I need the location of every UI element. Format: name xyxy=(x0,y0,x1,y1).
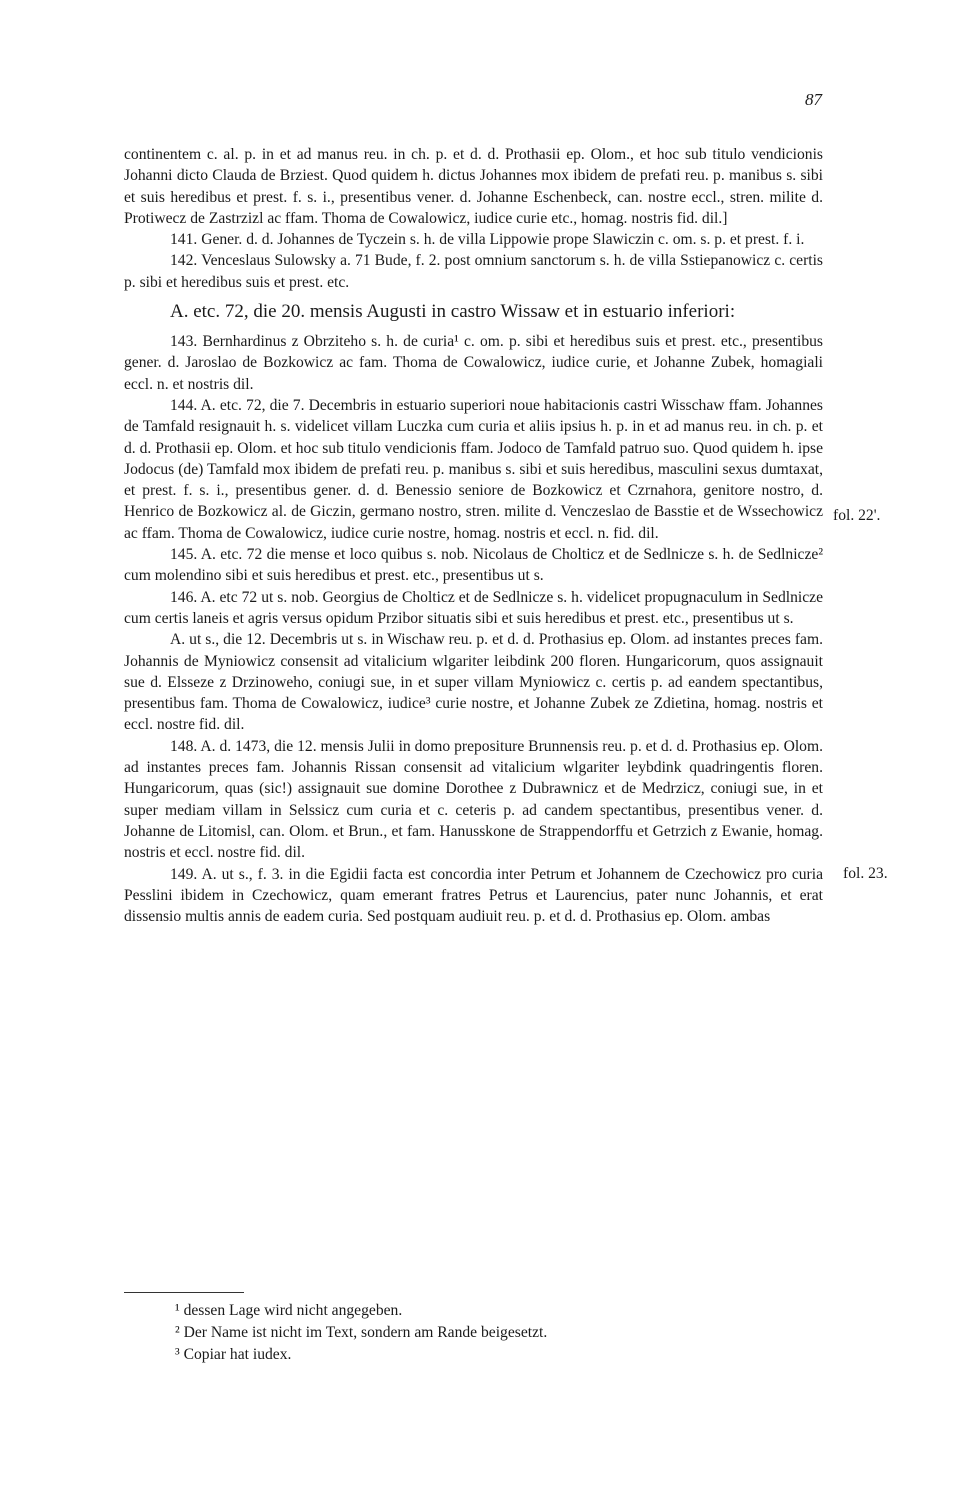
footnotes xyxy=(175,1300,775,1366)
entry-144: 144. A. etc. 72, die 7. Decembris in estuario superiori noue habitacionis castri Wisschaw ffam. Johannes de Tamfald resignauit h. s. videlicet villam Luczka cum curia et aliis ipsius h. p. in et ad manus reu. in ch. p. et d. d. Prothasii ep. Olom. et hoc sub titulo vendicionis ffam. Jodoco de Tamfald patruo suo. Quod quidem h. ipse Jodocus (de) Tamfald mox ibidem de prefati reu. p. manibus s. sibi et suis heredibus, masculini sexus dumtaxat, et prest. f. s. i., presentibus gener. d. d. Benessio seniore de Bozkowicz et Czrnahora, genitore nostro, d. Henrico de Bozkowicz al. de Giczin, germano nostro, stren. milite d. Venczeslao de Basstie et de Wssechowicz ac ffam. Thoma de Cowalowicz, iudice curie nostre, homag. nostris et eccl. n. fid. dil. xyxy=(124,396,823,542)
entry-148: 148. A. d. 1473, die 12. mensis Julii in domo prepositure Brunnensis reu. p. et d. d. Prothasius ep. Olom. ad instantes preces fam. Johannis Rissan consensit ad vitalicium wlgariter leybdink quadringentis floren. Hungaricorum, quas (sic!) assignauit sue domine Dorothee z Dubrawnicz et de Medrzicz, coniugi sue, in et super mediam villam in Selssicz cum curia et c. ceteris p. ad candem spectantibus, presentibus vener. d. Johanne de Litomisl, can. Olom. et Brun., et fam. Hanusskone de Strappendorffu et Getrzich z Ewanie, homag. nostris et eccl. nostre fid. dil. xyxy=(124,737,823,862)
margin-note-fol-23: fol. 23. xyxy=(843,865,888,882)
entry-143: 143. Bernhardinus z Obrziteho s. h. de curia¹ c. om. p. sibi et heredibus suis et prest. etc., presentibus gener. d. Jaroslao de Bozkowicz ac fam. Thoma de Cowalowicz, iudice curie, et Johanne Zubek, homagiali eccl. n. et nostris dil. xyxy=(124,333,823,393)
entry-142: 142. Venceslaus Sulowsky a. 71 Bude, f. 2. post omnium sanctorum s. h. de villa Sstiepanowicz c. certis p. sibi et heredibus suis et prest. etc. xyxy=(124,252,823,291)
footnote-2: ² Der Name ist nicht im Text, sondern am Rande beigesetzt. xyxy=(175,1324,548,1341)
entry-141: 141. Gener. d. d. Johannes de Tyczein s. h. de villa Lippowie prope Slawiczin c. om. s. p. et prest. f. i. xyxy=(170,231,805,249)
main-text xyxy=(124,144,823,927)
entry-146: 146. A. etc 72 ut s. nob. Georgius de Cholticz et de Sedlnicze s. h. videlicet propugnaculum in Sedlnicze cum certis laneis et agris versus opidum Przibor situatis sibi et suis heredibus et prest. etc., presentibus ut s. xyxy=(124,588,823,627)
entry-149: 149. A. ut s., f. 3. in die Egidii facta est concordia inter Petrum et Johannem de Czechowicz pro curia Pesslini ibidem in Czechowicz, quam emerant fratres Petrus et Laurencius, pater nunc Johannis, et erat dissensio multis annis de eadem curia. Sed postquam audiuit reu. p. et d. d. Prothasius ep. Olom. ambas xyxy=(124,865,823,926)
footnote-1: ¹ dessen Lage wird nicht angegeben. xyxy=(175,1302,403,1319)
margin-note-fol-22: fol. 22'. xyxy=(833,507,881,524)
footnote-divider xyxy=(124,1292,244,1293)
section-heading: A. etc. 72, die 20. mensis Augusti in castro Wissaw et in estuario inferiori: xyxy=(170,301,736,323)
entry-147: A. ut s., die 12. Decembris ut s. in Wischaw reu. p. et d. d. Prothasius ep. Olom. ad instantes preces fam. Johannis de Myniowicz consensit ad vitalicium wlgariter leibdink 200 floren. Hungaricorum, quos assignauit sue d. Elsseze z Drzinoweho, coniugi sue, in et super villam Myniowicz c. certis p. ad eandem spectantibus, presentibus fam. Thoma de Cowalowicz, iudice³ curie nostre, et Johanne Zubek ze Zdietina, homag. nostris et eccl. nostre fid. dil. xyxy=(124,631,823,734)
entry-145: 145. A. etc. 72 die mense et loco quibus s. nob. Nicolaus de Cholticz et de Sedlnicze s. h. de Sedlnicze² cum molendino sibi et suis heredibus et prest. etc., presentibus ut s. xyxy=(124,546,823,585)
page-number: 87 xyxy=(805,90,822,109)
footnote-3: ³ Copiar hat iudex. xyxy=(175,1346,292,1363)
paragraph-continuation: continentem c. al. p. in et ad manus reu. in ch. p. et d. d. Prothasii ep. Olom., et hoc sub titulo vendicionis Johanni dicto Clauda de Brziest. Quod quidem h. dictus Johannes mox ibidem de prefati reu. p. manibus s. sibi et suis heredibus et prest. f. s. i., presentibus vener. d. Johanne Eschenbeck, can. nostre eccl., stren. milite d. Protiwecz de Zastrzizl ac ffam. Thoma de Cowalowicz, iudice curie etc., homag. nostris fid. dil.] xyxy=(124,146,823,227)
